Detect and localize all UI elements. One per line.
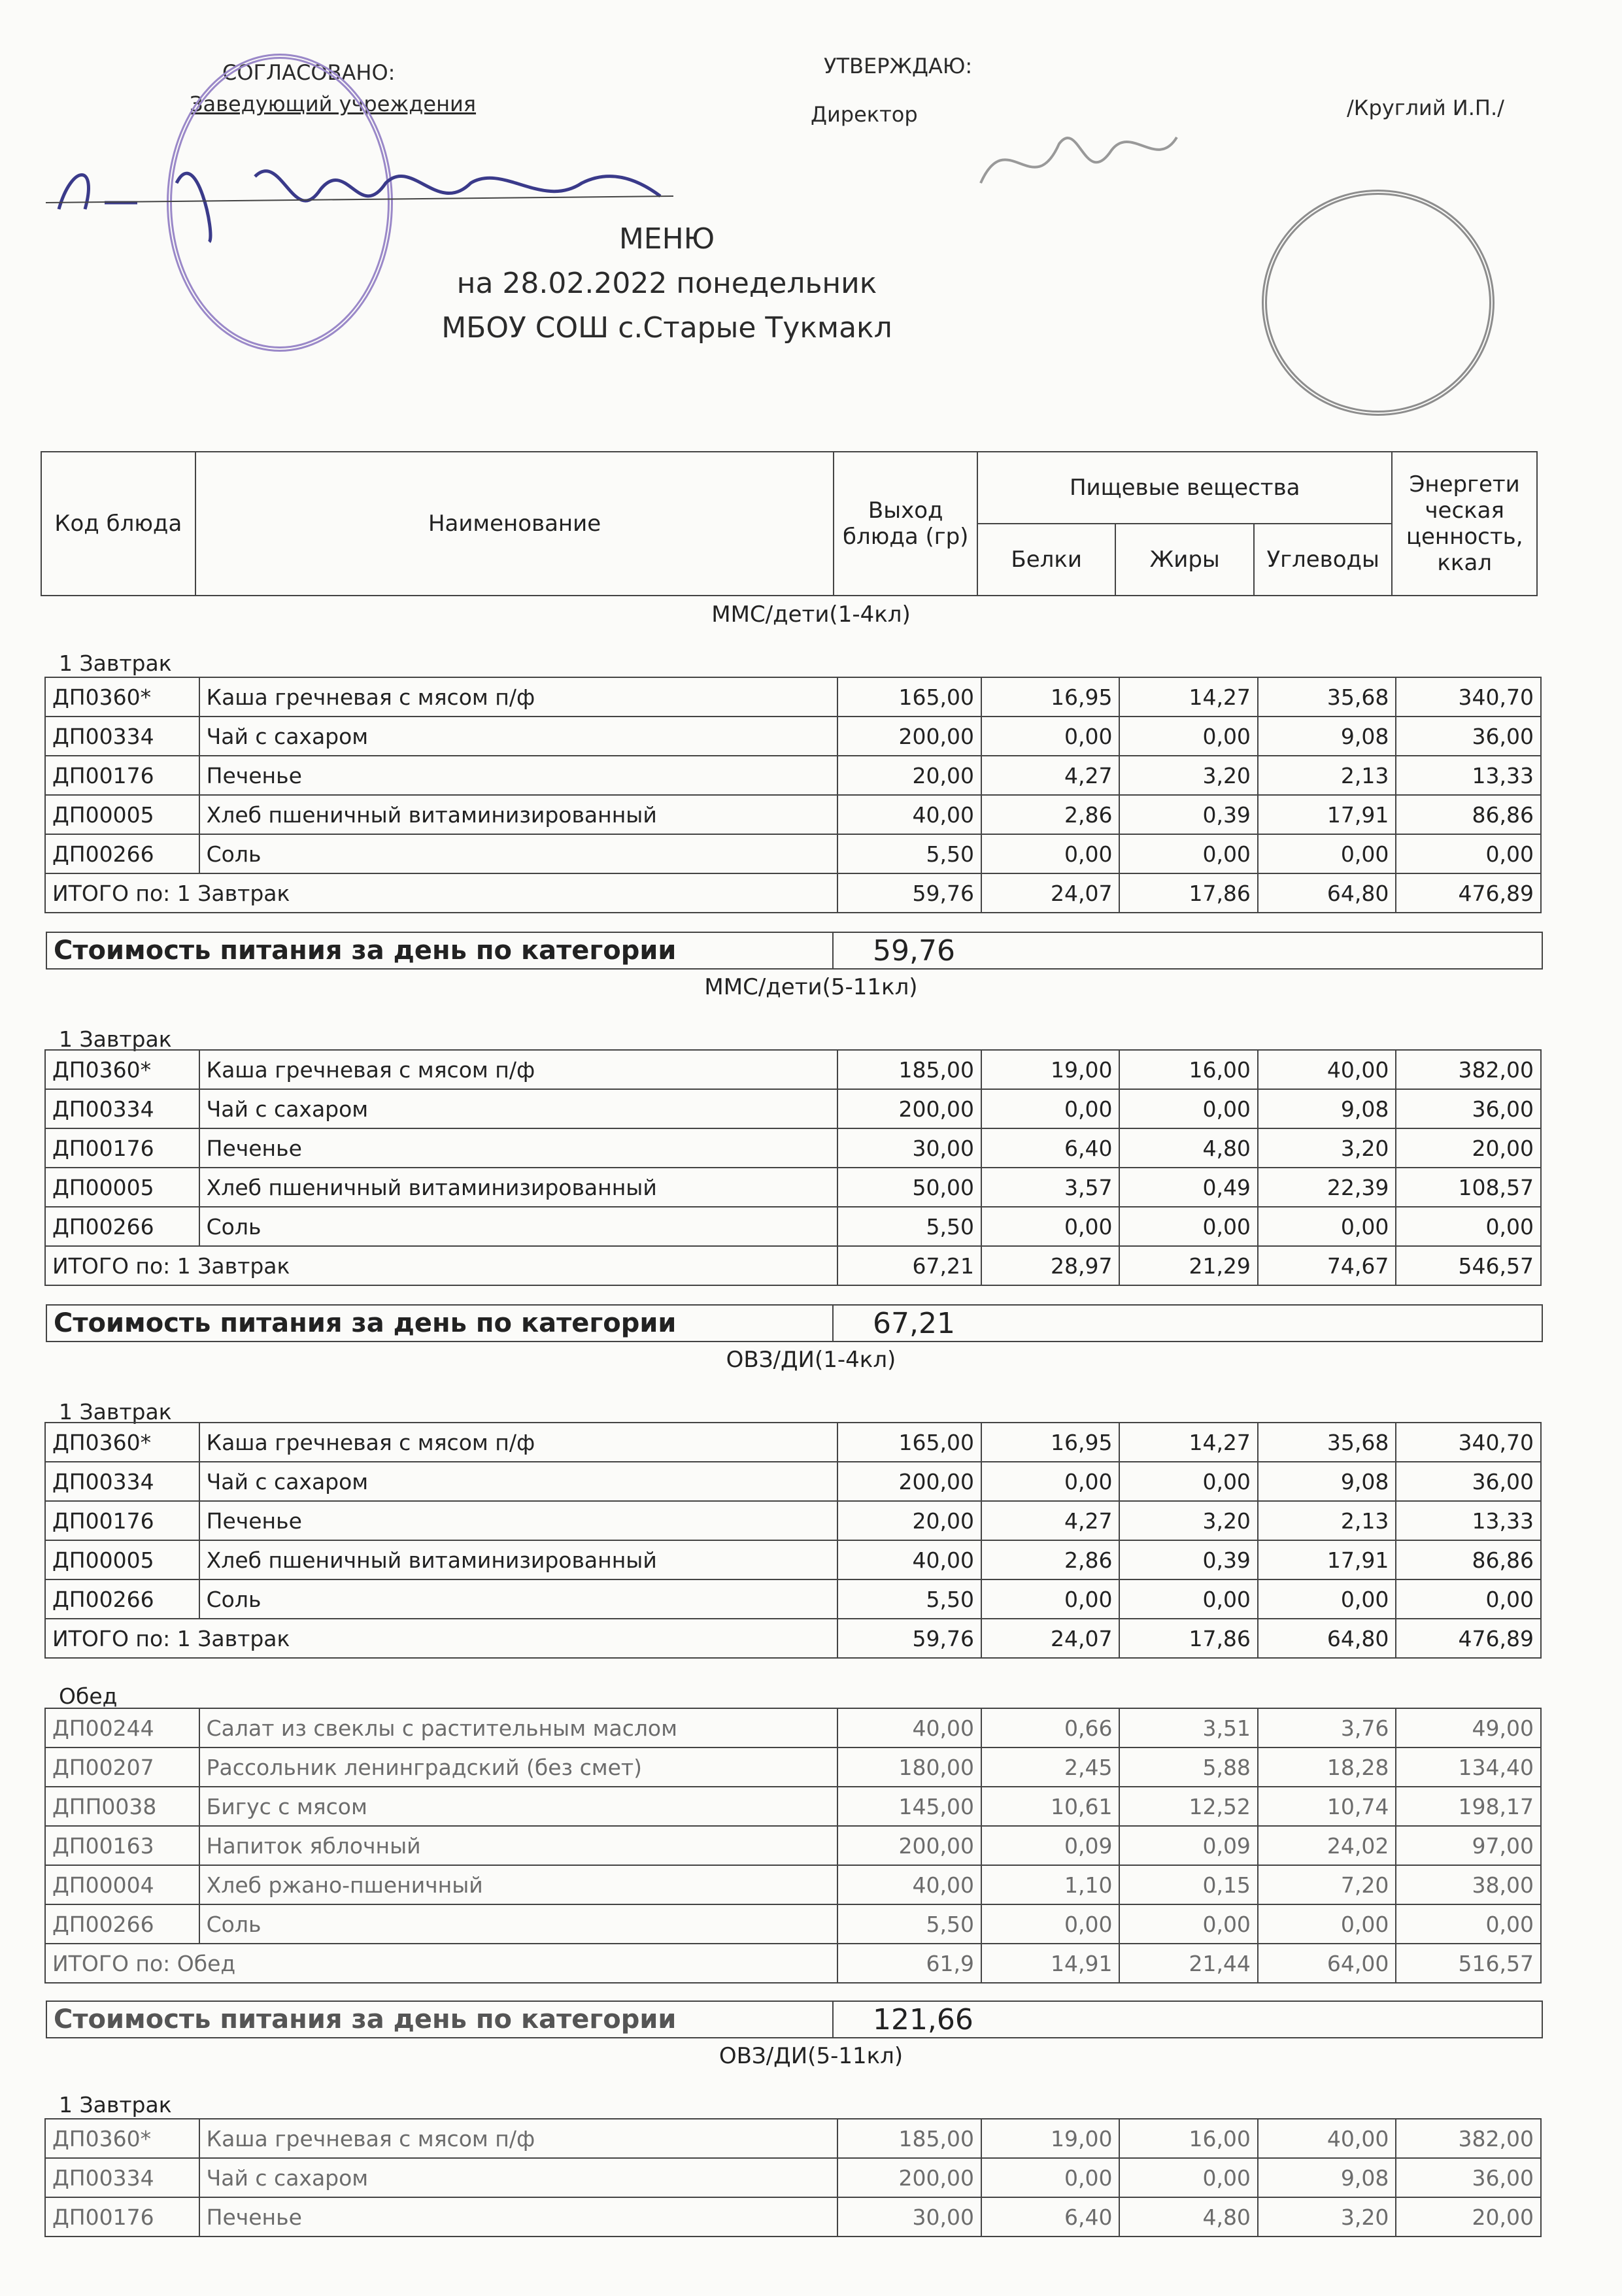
- section-title: ММС/дети(5-11кл): [704, 974, 918, 1000]
- table-row: ДП00207 Рассольник ленинградский (без смет) 180,00 2,45 5,88 18,28 134,40: [45, 1747, 1541, 1787]
- table-row: ДП00334 Чай с сахаром 200,00 0,00 0,00 9,08 36,00: [45, 2158, 1541, 2197]
- menu-table: [44, 2118, 1542, 2237]
- table-row: ДП00334 Чай с сахаром 200,00 0,00 0,00 9,08 36,00: [45, 1462, 1541, 1501]
- cost-label: Стоимость питания за день по категории: [46, 932, 833, 969]
- table-row: ДПП0038 Бигус с мясом 145,00 10,61 12,52 10,74 198,17: [45, 1787, 1541, 1826]
- cost-value: 59,76: [833, 932, 1542, 969]
- menu-date: на 28.02.2022 понедельник: [456, 267, 877, 300]
- approve-label: УТВЕРЖДАЮ:: [824, 54, 973, 78]
- school-name: МБОУ СОШ с.Старые Тукмакл: [441, 311, 892, 345]
- table-row: ДП00176 Печенье 20,00 4,27 3,20 2,13 13,33: [45, 1501, 1541, 1540]
- column-header: [41, 451, 1538, 596]
- table-row: ДП0360* Каша гречневая с мясом п/ф 185,00 19,00 16,00 40,00 382,00: [45, 2119, 1541, 2158]
- col-name: Наименование: [195, 452, 834, 596]
- table-row: ДП00005 Хлеб пшеничный витаминизированный 40,00 2,86 0,39 17,91 86,86: [45, 1540, 1541, 1579]
- section-title: ММС/дети(1-4кл): [711, 601, 911, 628]
- menu-table: [44, 1049, 1542, 1286]
- section-title: ОВЗ/ДИ(1-4кл): [726, 1347, 896, 1373]
- approve-role: Директор: [811, 102, 918, 127]
- cost-label: Стоимость питания за день по категории: [46, 1305, 833, 1342]
- meal-title: 1 Завтрак: [59, 2092, 172, 2118]
- director-signature: [968, 111, 1183, 209]
- col-code: Код блюда: [41, 452, 195, 596]
- table-row: ДП00266 Соль 5,50 0,00 0,00 0,00 0,00: [45, 1579, 1541, 1619]
- col-yield: Выход блюда (гр): [834, 452, 977, 596]
- col-carbs: Углеводы: [1254, 524, 1392, 596]
- col-nutrients: Пищевые вещества: [977, 452, 1392, 524]
- agreed-label: СОГЛАСОВАНО:: [222, 60, 396, 85]
- col-energy: Энергети ческая ценность, ккал: [1392, 452, 1537, 596]
- meal-title: 1 Завтрак: [59, 1399, 172, 1425]
- col-fat: Жиры: [1115, 524, 1253, 596]
- table-row: ДП00176 Печенье 30,00 6,40 4,80 3,20 20,00: [45, 2197, 1541, 2237]
- menu-table: [44, 1422, 1542, 1659]
- cost-value: 67,21: [833, 1305, 1542, 1342]
- director-name: /Круглий И.П./: [1347, 95, 1504, 120]
- cost-row: [46, 932, 1543, 970]
- table-row: ДП00334 Чай с сахаром 200,00 0,00 0,00 9,08 36,00: [45, 1089, 1541, 1128]
- menu-table: [44, 1708, 1542, 1984]
- table-row: ДП00266 Соль 5,50 0,00 0,00 0,00 0,00: [45, 1904, 1541, 1944]
- cost-row: [46, 1304, 1543, 1342]
- agreed-role: Заведующий учреждения: [190, 92, 477, 116]
- col-protein: Белки: [977, 524, 1115, 596]
- cost-row: [46, 2001, 1543, 2038]
- table-row: ДП00163 Напиток яблочный 200,00 0,09 0,09 24,02 97,00: [45, 1826, 1541, 1865]
- table-row: ДП00266 Соль 5,50 0,00 0,00 0,00 0,00: [45, 834, 1541, 873]
- meal-title: Обед: [59, 1683, 118, 1709]
- table-row: ДП00005 Хлеб пшеничный витаминизированный 50,00 3,57 0,49 22,39 108,57: [45, 1168, 1541, 1207]
- table-row: ДП0360* Каша гречневая с мясом п/ф 165,00 16,95 14,27 35,68 340,70: [45, 677, 1541, 717]
- total-row: ИТОГО по: 1 Завтрак 67,21 28,97 21,29 74,67 546,57: [45, 1246, 1541, 1285]
- section-title: ОВЗ/ДИ(5-11кл): [718, 2043, 904, 2069]
- official-stamp-gray: [1262, 190, 1495, 416]
- meal-title: 1 Завтрак: [59, 1026, 172, 1052]
- table-row: ДП00244 Салат из свеклы с растительным маслом 40,00 0,66 3,51 3,76 49,00: [45, 1708, 1541, 1747]
- table-row: ДП00334 Чай с сахаром 200,00 0,00 0,00 9,08 36,00: [45, 717, 1541, 756]
- table-row: ДП00004 Хлеб ржано-пшеничный 40,00 1,10 0,15 7,20 38,00: [45, 1865, 1541, 1904]
- table-row: ДП0360* Каша гречневая с мясом п/ф 165,00 16,95 14,27 35,68 340,70: [45, 1423, 1541, 1462]
- table-row: ДП00266 Соль 5,50 0,00 0,00 0,00 0,00: [45, 1207, 1541, 1246]
- menu-title: МЕНЮ: [618, 222, 715, 256]
- total-row: ИТОГО по: Обед 61,9 14,91 21,44 64,00 516,57: [45, 1944, 1541, 1983]
- total-row: ИТОГО по: 1 Завтрак 59,76 24,07 17,86 64,80 476,89: [45, 1619, 1541, 1658]
- table-row: ДП0360* Каша гречневая с мясом п/ф 185,00 19,00 16,00 40,00 382,00: [45, 1050, 1541, 1089]
- meal-title: 1 Завтрак: [59, 650, 172, 676]
- table-row: ДП00005 Хлеб пшеничный витаминизированный 40,00 2,86 0,39 17,91 86,86: [45, 795, 1541, 834]
- menu-table: [44, 677, 1542, 913]
- cost-label: Стоимость питания за день по категории: [46, 2001, 833, 2038]
- cost-value: 121,66: [833, 2001, 1542, 2038]
- table-row: ДП00176 Печенье 30,00 6,40 4,80 3,20 20,00: [45, 1128, 1541, 1168]
- total-row: ИТОГО по: 1 Завтрак 59,76 24,07 17,86 64,80 476,89: [45, 873, 1541, 913]
- table-row: ДП00176 Печенье 20,00 4,27 3,20 2,13 13,33: [45, 756, 1541, 795]
